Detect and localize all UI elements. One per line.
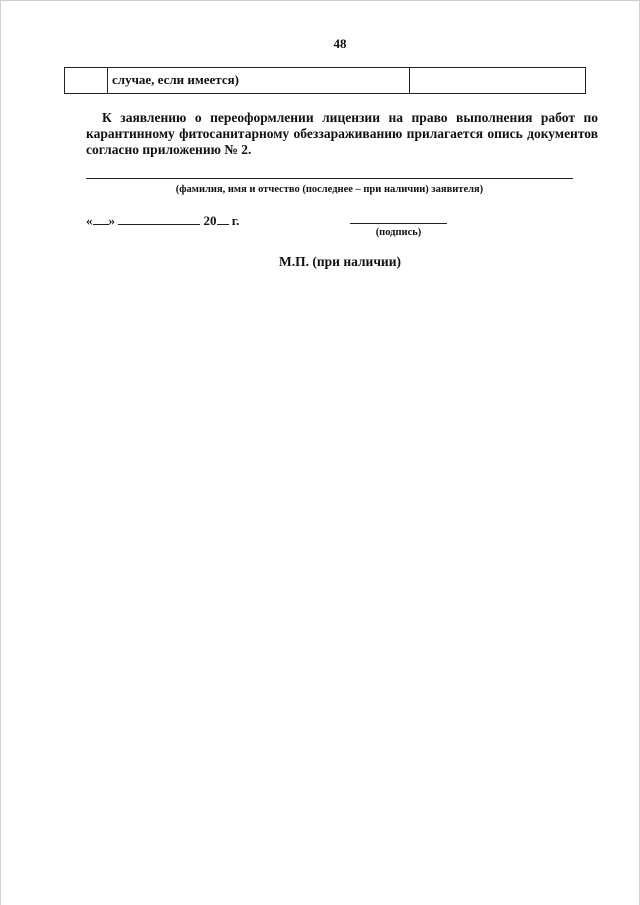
table-cell-text: случае, если имеется) [108, 68, 410, 93]
applicant-name-caption: (фамилия, имя и отчество (последнее – при наличии) заявителя) [175, 184, 484, 195]
year-blank [217, 212, 229, 225]
page-edge-top [0, 0, 640, 1]
applicant-name-line [86, 178, 573, 179]
year-suffix: г. [231, 213, 240, 228]
year-prefix: 20 [203, 213, 217, 228]
page-edge-left [0, 0, 1, 905]
table-row [64, 67, 586, 94]
page-number: 48 [333, 36, 347, 51]
attachment-paragraph: К заявлению о переоформлении лицензии на право выполнения работ по карантинному фитосанитарному обеззараживанию прилагается опись документов согласно приложению № 2. [86, 110, 598, 157]
table-cell-empty-left [65, 68, 108, 93]
table-cell-empty-right [410, 68, 585, 93]
date-close-quote: » [108, 213, 115, 228]
date-field [86, 212, 239, 229]
signature-caption: (подпись) [375, 227, 422, 238]
month-blank [118, 212, 200, 225]
day-blank [93, 212, 109, 225]
signature-line [350, 223, 447, 224]
date-open-quote: « [86, 213, 93, 228]
stamp-placeholder: М.П. (при наличии) [279, 254, 401, 269]
